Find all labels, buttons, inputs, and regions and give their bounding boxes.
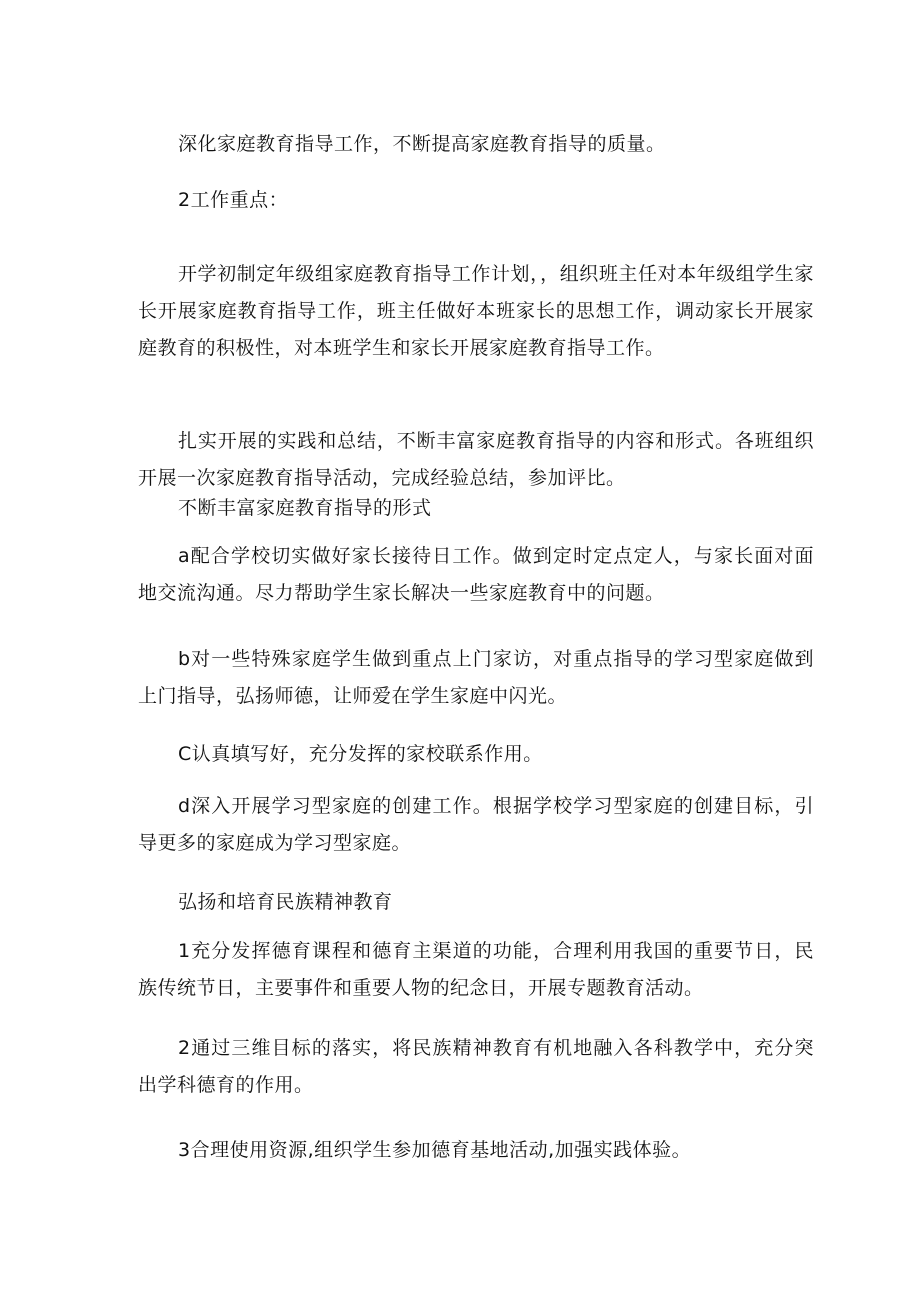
paragraph-practice-summary: 扎实开展的实践和总结，不断丰富家庭教育指导的内容和形式。各班组织开展一次家庭教育指导活动，完成经验总结，参加评比。 [138, 430, 814, 489]
list-item-a: a配合学校切实做好家长接待日工作。做到定时定点定人，与家长面对面地交流沟通。尽力帮助学生家长解决一些家庭教育中的问题。 [138, 545, 814, 604]
paragraph-deepen-guidance: 深化家庭教育指导工作，不断提高家庭教育指导的质量。 [178, 133, 666, 155]
paragraph-semester-plan: 开学初制定年级组家庭教育指导工作计划，，组织班主任对本年级组学生家长开展家庭教育指导工作，班主任做好本班家长的思想工作，调动家长开展家庭教育的积极性，对本班学生和家长开展家庭教育指导工作。 [138, 263, 814, 359]
heading-work-focus: 2工作重点： [178, 189, 289, 211]
list-item-b: b对一些特殊家庭学生做到重点上门家访，对重点指导的学习型家庭做到上门指导，弘扬师德，让师爱在学生家庭中闪光。 [138, 648, 814, 707]
list-item-d: d深入开展学习型家庭的创建工作。根据学校学习型家庭的创建目标，引导更多的家庭成为学习型家庭。 [138, 795, 814, 854]
list-item-3: 3合理使用资源,组织学生参加德育基地活动,加强实践体验。 [178, 1139, 692, 1161]
heading-national-spirit: 弘扬和培育民族精神教育 [178, 891, 393, 913]
list-item-1: 1充分发挥德育课程和德育主渠道的功能，合理利用我国的重要节日，民族传统节日，主要事件和重要人物的纪念日，开展专题教育活动。 [138, 940, 814, 999]
list-item-c: C认真填写好，充分发挥的家校联系作用。 [178, 743, 543, 765]
list-item-2: 2通过三维目标的落实，将民族精神教育有机地融入各科教学中，充分突出学科德育的作用。 [138, 1037, 814, 1096]
heading-enrich-forms: 不断丰富家庭教育指导的形式 [178, 497, 432, 519]
